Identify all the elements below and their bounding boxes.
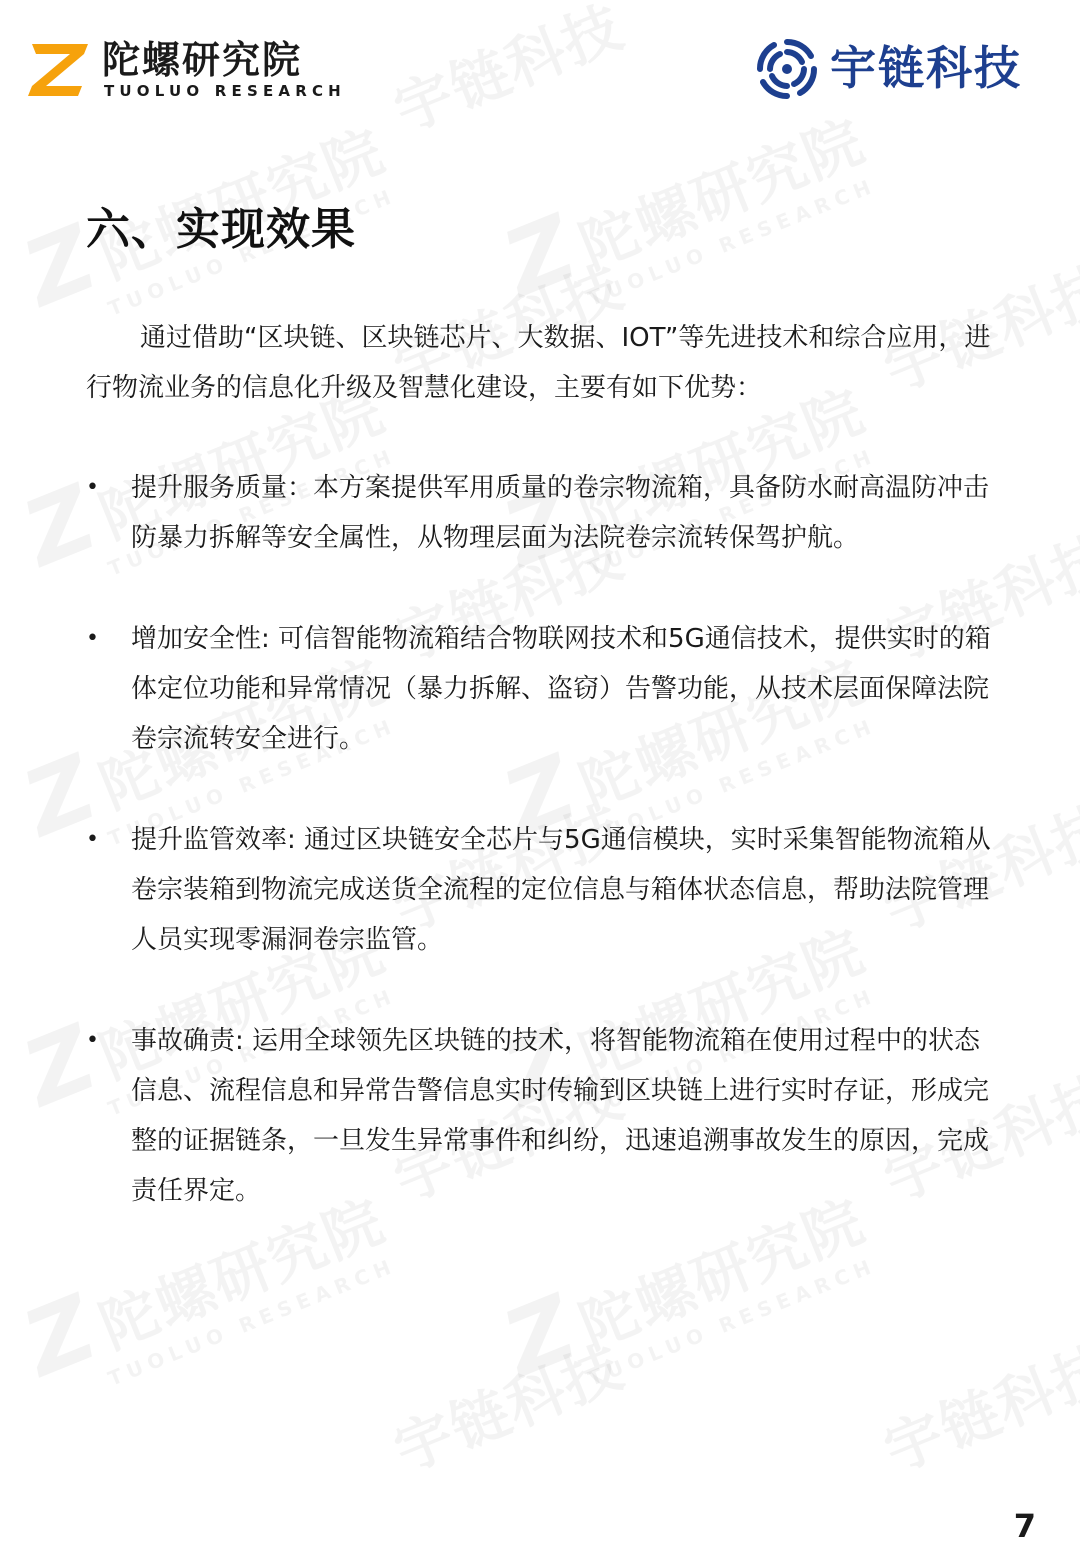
benefits-list (86, 463, 996, 1216)
benefit-text: 增加安全性: 可信智能物流箱结合物联网技术和5G通信技术，提供实时的箱体定位功能和异常情况（暴力拆解、盗窃）告警功能，从技术层面保障法院卷宗流转安全进行。 (131, 624, 991, 754)
intro-paragraph: 通过借助“区块链、区块链芯片、大数据、IOT”等先进技术和综合应用，进行物流业务的信息化升级及智慧化建设，主要有如下优势： (86, 323, 991, 403)
section-title: 六、实现效果 (86, 204, 356, 255)
list-item (86, 1016, 996, 1216)
benefit-text: 提升监管效率: 通过区块链安全芯片与5G通信模块，实时采集智能物流箱从卷宗装箱到物流完成送货全流程的定位信息与箱体状态信息，帮助法院管理人员实现零漏洞卷宗监管。 (131, 825, 991, 955)
tuoluo-research-logo (28, 38, 358, 102)
page-number: 7 (1013, 1507, 1036, 1545)
logo-subtitle: TUOLUO RESEARCH (104, 82, 346, 100)
benefit-text: 提升服务质量：本方案提供军用质量的卷宗物流箱，具备防水耐高温防冲击防暴力拆解等安全属性，从物理层面为法院卷宗流转保驾护航。 (131, 473, 990, 553)
watermark (380, 1320, 634, 1488)
logo-name: 陀螺研究院 (102, 38, 303, 82)
yulian-logo-icon (754, 36, 820, 102)
bullet-icon: • (86, 475, 99, 500)
company-name: 宇链科技 (830, 41, 1022, 95)
list-item (86, 614, 996, 764)
list-item (86, 463, 996, 563)
bullet-icon: • (86, 626, 99, 651)
main-content (86, 195, 996, 1267)
benefit-text: 事故确责: 运用全球领先区块链的技术，将智能物流箱在使用过程中的状态信息、流程信息和异常告警信息实时传输到区块链上进行实时存证，形成完整的证据链条，一旦发生异常事件和纠纷，迅速追溯事故发生的原因，完成责任界定。 (131, 1026, 990, 1206)
yulian-tech-logo (754, 36, 1044, 104)
z-logo-icon (28, 40, 92, 100)
page-header (0, 0, 1080, 120)
watermark (870, 1320, 1080, 1488)
list-item (86, 815, 996, 965)
bullet-icon: • (86, 827, 99, 852)
bullet-icon: • (86, 1028, 99, 1053)
